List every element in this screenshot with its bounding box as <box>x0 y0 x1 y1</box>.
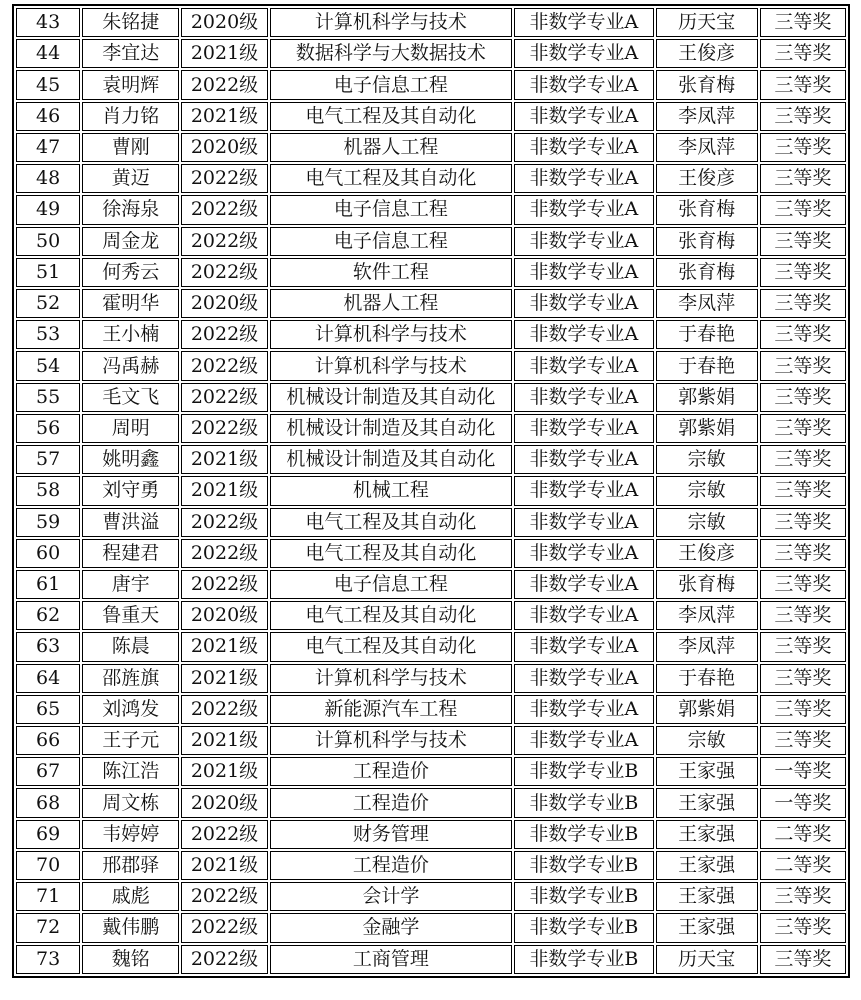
cell-award: 三等奖 <box>760 632 846 661</box>
cell-advisor: 宗敏 <box>656 445 758 474</box>
cell-category: 非数学专业A <box>514 695 653 724</box>
cell-award: 一等奖 <box>760 757 846 786</box>
table-row <box>16 383 846 412</box>
cell-no: 60 <box>16 539 80 568</box>
cell-name: 朱铭捷 <box>82 8 179 37</box>
cell-no: 61 <box>16 570 80 599</box>
table-row <box>16 227 846 256</box>
table-row <box>16 664 846 693</box>
table-row <box>16 913 846 942</box>
cell-name: 徐海泉 <box>82 195 179 224</box>
cell-award: 二等奖 <box>760 851 846 880</box>
table-row <box>16 70 846 99</box>
table-row <box>16 788 846 817</box>
cell-no: 54 <box>16 351 80 380</box>
cell-no: 68 <box>16 788 80 817</box>
cell-major: 电气工程及其自动化 <box>270 601 513 630</box>
cell-no: 45 <box>16 70 80 99</box>
cell-no: 69 <box>16 820 80 849</box>
cell-advisor: 王家强 <box>656 882 758 911</box>
table-row <box>16 102 846 131</box>
cell-category: 非数学专业B <box>514 945 653 974</box>
table-row <box>16 258 846 287</box>
cell-grade: 2021级 <box>181 726 267 755</box>
cell-name: 周金龙 <box>82 227 179 256</box>
table-row <box>16 445 846 474</box>
cell-award: 三等奖 <box>760 227 846 256</box>
cell-no: 70 <box>16 851 80 880</box>
cell-no: 66 <box>16 726 80 755</box>
cell-grade: 2020级 <box>181 289 267 318</box>
cell-major: 计算机科学与技术 <box>270 726 513 755</box>
cell-advisor: 张育梅 <box>656 70 758 99</box>
cell-no: 58 <box>16 476 80 505</box>
cell-advisor: 李凤萍 <box>656 601 758 630</box>
cell-name: 鲁重天 <box>82 601 179 630</box>
cell-name: 韦婷婷 <box>82 820 179 849</box>
cell-name: 霍明华 <box>82 289 179 318</box>
cell-award: 三等奖 <box>760 601 846 630</box>
cell-no: 47 <box>16 133 80 162</box>
cell-no: 59 <box>16 508 80 537</box>
cell-category: 非数学专业A <box>514 476 653 505</box>
cell-advisor: 李凤萍 <box>656 632 758 661</box>
cell-award: 三等奖 <box>760 664 846 693</box>
cell-no: 52 <box>16 289 80 318</box>
cell-grade: 2021级 <box>181 757 267 786</box>
cell-category: 非数学专业A <box>514 383 653 412</box>
cell-major: 电子信息工程 <box>270 227 513 256</box>
cell-no: 62 <box>16 601 80 630</box>
cell-grade: 2021级 <box>181 632 267 661</box>
table-row <box>16 539 846 568</box>
cell-advisor: 李凤萍 <box>656 133 758 162</box>
cell-category: 非数学专业B <box>514 882 653 911</box>
cell-name: 刘鸿发 <box>82 695 179 724</box>
cell-award: 三等奖 <box>760 945 846 974</box>
cell-award: 三等奖 <box>760 695 846 724</box>
cell-category: 非数学专业A <box>514 664 653 693</box>
cell-no: 71 <box>16 882 80 911</box>
cell-category: 非数学专业A <box>514 164 653 193</box>
cell-name: 姚明鑫 <box>82 445 179 474</box>
table-row <box>16 508 846 537</box>
cell-grade: 2020级 <box>181 601 267 630</box>
cell-no: 49 <box>16 195 80 224</box>
cell-name: 曹刚 <box>82 133 179 162</box>
cell-major: 会计学 <box>270 882 513 911</box>
cell-grade: 2021级 <box>181 851 267 880</box>
cell-name: 邢郡驿 <box>82 851 179 880</box>
cell-award: 三等奖 <box>760 133 846 162</box>
cell-no: 44 <box>16 39 80 68</box>
cell-major: 新能源汽车工程 <box>270 695 513 724</box>
cell-advisor: 王家强 <box>656 788 758 817</box>
cell-major: 电气工程及其自动化 <box>270 164 513 193</box>
cell-grade: 2022级 <box>181 539 267 568</box>
cell-no: 57 <box>16 445 80 474</box>
cell-major: 计算机科学与技术 <box>270 351 513 380</box>
cell-category: 非数学专业A <box>514 445 653 474</box>
cell-advisor: 张育梅 <box>656 570 758 599</box>
cell-award: 三等奖 <box>760 882 846 911</box>
cell-advisor: 王家强 <box>656 913 758 942</box>
cell-major: 电气工程及其自动化 <box>270 539 513 568</box>
cell-award: 三等奖 <box>760 414 846 443</box>
cell-no: 48 <box>16 164 80 193</box>
cell-advisor: 王俊彦 <box>656 164 758 193</box>
cell-category: 非数学专业A <box>514 414 653 443</box>
cell-advisor: 王家强 <box>656 820 758 849</box>
cell-advisor: 张育梅 <box>656 258 758 287</box>
cell-award: 三等奖 <box>760 102 846 131</box>
table-row <box>16 414 846 443</box>
cell-advisor: 王俊彦 <box>656 39 758 68</box>
cell-grade: 2022级 <box>181 882 267 911</box>
cell-category: 非数学专业A <box>514 601 653 630</box>
cell-no: 65 <box>16 695 80 724</box>
cell-major: 机械工程 <box>270 476 513 505</box>
cell-grade: 2022级 <box>181 320 267 349</box>
cell-major: 计算机科学与技术 <box>270 8 513 37</box>
cell-award: 三等奖 <box>760 476 846 505</box>
cell-major: 计算机科学与技术 <box>270 320 513 349</box>
cell-advisor: 宗敏 <box>656 726 758 755</box>
table-row <box>16 632 846 661</box>
table-row <box>16 476 846 505</box>
table-row <box>16 164 846 193</box>
cell-grade: 2020级 <box>181 8 267 37</box>
cell-major: 电子信息工程 <box>270 570 513 599</box>
cell-category: 非数学专业A <box>514 227 653 256</box>
cell-name: 李宜达 <box>82 39 179 68</box>
cell-grade: 2022级 <box>181 383 267 412</box>
table-row <box>16 757 846 786</box>
cell-award: 三等奖 <box>760 320 846 349</box>
table-row <box>16 570 846 599</box>
cell-advisor: 郭紫娟 <box>656 414 758 443</box>
cell-name: 王子元 <box>82 726 179 755</box>
cell-no: 63 <box>16 632 80 661</box>
cell-name: 魏铭 <box>82 945 179 974</box>
cell-grade: 2021级 <box>181 476 267 505</box>
cell-no: 51 <box>16 258 80 287</box>
cell-major: 机器人工程 <box>270 289 513 318</box>
cell-advisor: 李凤萍 <box>656 289 758 318</box>
cell-award: 三等奖 <box>760 539 846 568</box>
cell-award: 三等奖 <box>760 39 846 68</box>
cell-advisor: 郭紫娟 <box>656 695 758 724</box>
cell-major: 电子信息工程 <box>270 70 513 99</box>
cell-major: 数据科学与大数据技术 <box>270 39 513 68</box>
cell-grade: 2022级 <box>181 195 267 224</box>
table-row <box>16 820 846 849</box>
table-row <box>16 351 846 380</box>
cell-major: 电气工程及其自动化 <box>270 632 513 661</box>
cell-advisor: 宗敏 <box>656 508 758 537</box>
cell-major: 计算机科学与技术 <box>270 664 513 693</box>
cell-no: 55 <box>16 383 80 412</box>
cell-no: 53 <box>16 320 80 349</box>
cell-name: 陈江浩 <box>82 757 179 786</box>
cell-major: 工程造价 <box>270 757 513 786</box>
cell-no: 43 <box>16 8 80 37</box>
cell-no: 56 <box>16 414 80 443</box>
cell-major: 电气工程及其自动化 <box>270 508 513 537</box>
cell-no: 72 <box>16 913 80 942</box>
cell-no: 50 <box>16 227 80 256</box>
cell-award: 三等奖 <box>760 164 846 193</box>
cell-advisor: 宗敏 <box>656 476 758 505</box>
cell-category: 非数学专业A <box>514 39 653 68</box>
cell-major: 工程造价 <box>270 788 513 817</box>
table-row <box>16 601 846 630</box>
table-row <box>16 8 846 37</box>
cell-award: 三等奖 <box>760 258 846 287</box>
cell-category: 非数学专业A <box>514 289 653 318</box>
cell-category: 非数学专业B <box>514 757 653 786</box>
cell-major: 金融学 <box>270 913 513 942</box>
cell-award: 三等奖 <box>760 8 846 37</box>
cell-major: 工商管理 <box>270 945 513 974</box>
cell-grade: 2022级 <box>181 913 267 942</box>
cell-grade: 2022级 <box>181 820 267 849</box>
cell-advisor: 张育梅 <box>656 227 758 256</box>
cell-name: 戚彪 <box>82 882 179 911</box>
cell-award: 三等奖 <box>760 289 846 318</box>
cell-grade: 2020级 <box>181 788 267 817</box>
cell-category: 非数学专业A <box>514 102 653 131</box>
cell-category: 非数学专业B <box>514 820 653 849</box>
cell-category: 非数学专业A <box>514 570 653 599</box>
cell-award: 三等奖 <box>760 570 846 599</box>
cell-advisor: 王家强 <box>656 757 758 786</box>
cell-award: 三等奖 <box>760 913 846 942</box>
cell-no: 73 <box>16 945 80 974</box>
cell-category: 非数学专业B <box>514 788 653 817</box>
cell-category: 非数学专业A <box>514 632 653 661</box>
table-row <box>16 320 846 349</box>
cell-grade: 2020级 <box>181 133 267 162</box>
cell-name: 毛文飞 <box>82 383 179 412</box>
cell-major: 财务管理 <box>270 820 513 849</box>
cell-advisor: 于春艳 <box>656 351 758 380</box>
table-row <box>16 133 846 162</box>
cell-award: 三等奖 <box>760 70 846 99</box>
award-list-table-frame <box>12 4 850 978</box>
cell-grade: 2022级 <box>181 508 267 537</box>
cell-major: 工程造价 <box>270 851 513 880</box>
cell-advisor: 王家强 <box>656 851 758 880</box>
cell-category: 非数学专业A <box>514 133 653 162</box>
cell-grade: 2022级 <box>181 227 267 256</box>
cell-no: 64 <box>16 664 80 693</box>
cell-major: 电子信息工程 <box>270 195 513 224</box>
cell-advisor: 李凤萍 <box>656 102 758 131</box>
cell-grade: 2022级 <box>181 351 267 380</box>
cell-grade: 2021级 <box>181 664 267 693</box>
cell-name: 陈晨 <box>82 632 179 661</box>
cell-name: 何秀云 <box>82 258 179 287</box>
cell-category: 非数学专业A <box>514 320 653 349</box>
cell-name: 周文栋 <box>82 788 179 817</box>
cell-award: 三等奖 <box>760 195 846 224</box>
cell-category: 非数学专业A <box>514 70 653 99</box>
cell-major: 软件工程 <box>270 258 513 287</box>
table-row <box>16 945 846 974</box>
cell-name: 唐宇 <box>82 570 179 599</box>
cell-no: 67 <box>16 757 80 786</box>
cell-major: 机械设计制造及其自动化 <box>270 383 513 412</box>
table-row <box>16 851 846 880</box>
cell-major: 机械设计制造及其自动化 <box>270 414 513 443</box>
cell-name: 肖力铭 <box>82 102 179 131</box>
cell-major: 机器人工程 <box>270 133 513 162</box>
cell-name: 程建君 <box>82 539 179 568</box>
cell-award: 一等奖 <box>760 788 846 817</box>
table-row <box>16 289 846 318</box>
cell-grade: 2022级 <box>181 258 267 287</box>
cell-category: 非数学专业A <box>514 726 653 755</box>
table-body <box>16 8 846 974</box>
cell-category: 非数学专业B <box>514 913 653 942</box>
cell-name: 刘守勇 <box>82 476 179 505</box>
cell-category: 非数学专业A <box>514 8 653 37</box>
cell-award: 三等奖 <box>760 726 846 755</box>
cell-name: 邵旌旗 <box>82 664 179 693</box>
cell-advisor: 于春艳 <box>656 664 758 693</box>
cell-major: 机械设计制造及其自动化 <box>270 445 513 474</box>
cell-advisor: 历天宝 <box>656 8 758 37</box>
award-list-table <box>14 6 848 976</box>
cell-grade: 2022级 <box>181 70 267 99</box>
cell-name: 曹洪溢 <box>82 508 179 537</box>
cell-category: 非数学专业A <box>514 508 653 537</box>
cell-major: 电气工程及其自动化 <box>270 102 513 131</box>
cell-advisor: 张育梅 <box>656 195 758 224</box>
cell-name: 王小楠 <box>82 320 179 349</box>
cell-category: 非数学专业A <box>514 539 653 568</box>
cell-category: 非数学专业A <box>514 195 653 224</box>
cell-category: 非数学专业B <box>514 851 653 880</box>
table-row <box>16 39 846 68</box>
cell-no: 46 <box>16 102 80 131</box>
cell-name: 黄迈 <box>82 164 179 193</box>
cell-grade: 2022级 <box>181 695 267 724</box>
cell-advisor: 王俊彦 <box>656 539 758 568</box>
cell-grade: 2022级 <box>181 414 267 443</box>
table-row <box>16 726 846 755</box>
cell-award: 三等奖 <box>760 445 846 474</box>
cell-advisor: 郭紫娟 <box>656 383 758 412</box>
cell-category: 非数学专业A <box>514 258 653 287</box>
cell-name: 冯禹赫 <box>82 351 179 380</box>
table-row <box>16 695 846 724</box>
cell-category: 非数学专业A <box>514 351 653 380</box>
cell-name: 周明 <box>82 414 179 443</box>
table-row <box>16 195 846 224</box>
cell-grade: 2021级 <box>181 102 267 131</box>
cell-grade: 2022级 <box>181 570 267 599</box>
cell-advisor: 于春艳 <box>656 320 758 349</box>
cell-award: 三等奖 <box>760 351 846 380</box>
cell-grade: 2022级 <box>181 945 267 974</box>
cell-award: 三等奖 <box>760 383 846 412</box>
cell-award: 三等奖 <box>760 508 846 537</box>
cell-grade: 2021级 <box>181 445 267 474</box>
cell-name: 袁明辉 <box>82 70 179 99</box>
cell-advisor: 历天宝 <box>656 945 758 974</box>
cell-grade: 2022级 <box>181 164 267 193</box>
cell-grade: 2021级 <box>181 39 267 68</box>
cell-name: 戴伟鹏 <box>82 913 179 942</box>
table-row <box>16 882 846 911</box>
cell-award: 二等奖 <box>760 820 846 849</box>
